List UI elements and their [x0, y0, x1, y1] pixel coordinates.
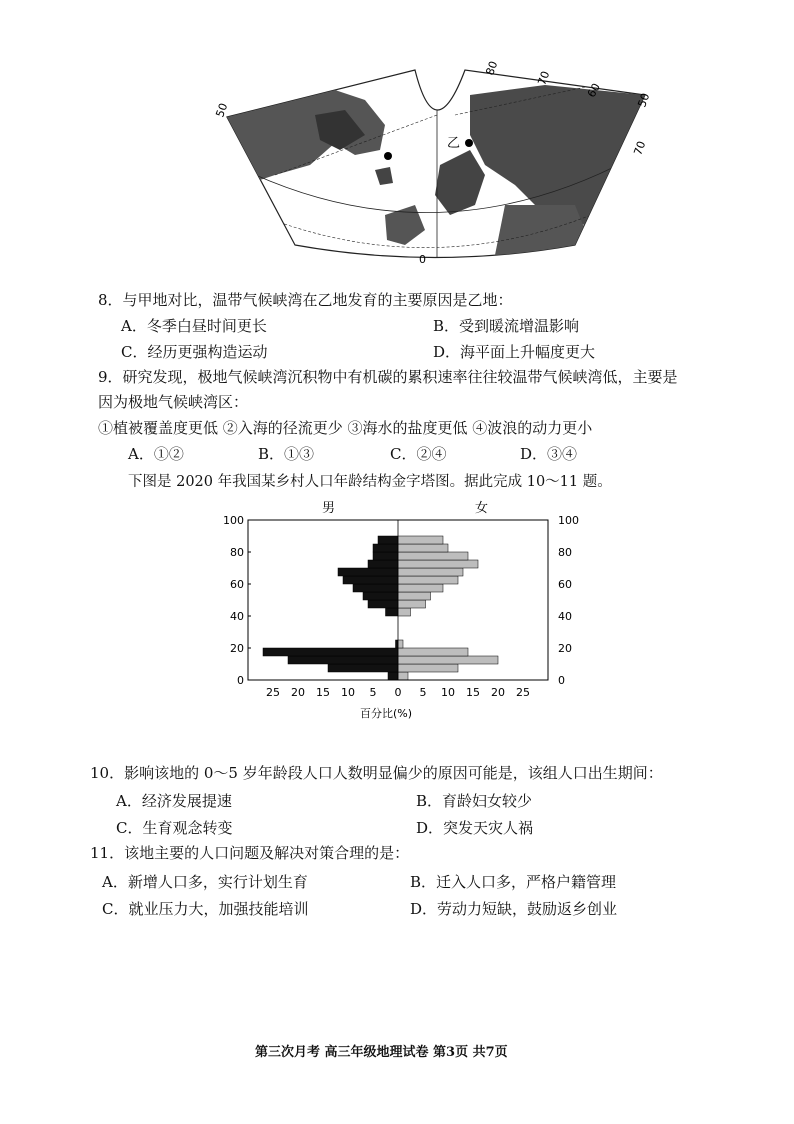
bar-female-60: [398, 576, 458, 584]
x-tick-5: 0: [394, 686, 402, 699]
x-tick-9: 20: [491, 686, 505, 699]
x-tick-7: 10: [441, 686, 455, 699]
bar-male-45: [368, 600, 398, 608]
bar-female-70: [398, 560, 478, 568]
bar-male-60: [343, 576, 398, 584]
bar-female-50: [398, 592, 431, 600]
x-tick-2: 15: [316, 686, 330, 699]
q9-option-d[interactable]: D．③④: [520, 445, 578, 463]
q8-option-b[interactable]: B．受到暖流增温影响: [433, 317, 580, 335]
bar-female-75: [398, 552, 468, 560]
label-lon-50-left: 50: [215, 101, 231, 120]
x-tick-10: 25: [516, 686, 530, 699]
label-yi: 乙: [447, 136, 461, 151]
q8-option-c[interactable]: C．经历更强构造运动: [121, 343, 268, 361]
label-lon-60: 60: [584, 81, 604, 100]
bar-female-40: [398, 608, 411, 616]
polar-map-svg: [215, 55, 655, 265]
header-male: 男: [322, 501, 336, 516]
page-footer: 第三次月考 高三年级地理试卷 第3页 共7页: [255, 1045, 508, 1060]
x-tick-8: 15: [466, 686, 480, 699]
bar-male-80: [373, 544, 398, 552]
x-tick-1: 20: [291, 686, 305, 699]
label-lon-80: 80: [483, 59, 501, 78]
q11-option-a[interactable]: A．新增人口多，实行计划生育: [102, 873, 308, 891]
x-tick-4: 5: [369, 686, 377, 699]
q9-stem-line2: 因为极地气候峡湾区：: [98, 393, 249, 411]
polar-map-figure: [215, 55, 655, 265]
bar-female-80: [398, 544, 448, 552]
label-lat-70: 70: [631, 139, 649, 158]
population-pyramid: [210, 500, 590, 725]
y-tick-left-100: 100: [223, 514, 244, 527]
q11-option-b[interactable]: B．迁入人口多，严格户籍管理: [410, 873, 617, 891]
q11-stem: 11．该地主要的人口问题及解决对策合理的是：: [90, 844, 410, 862]
y-tick-right-100: 100: [558, 514, 579, 527]
label-jia: 甲: [391, 163, 402, 176]
bar-male-85: [378, 536, 398, 544]
q11-option-d[interactable]: D．劳动力短缺，鼓励返乡创业: [410, 900, 618, 918]
x-tick-0: 25: [266, 686, 280, 699]
q8-option-a[interactable]: A．冬季白昼时间更长: [121, 317, 267, 335]
bar-female-10: [398, 656, 498, 664]
bar-female-55: [398, 584, 443, 592]
pyramid-svg: [210, 500, 590, 725]
bar-male-75: [373, 552, 398, 560]
y-tick-right-40: 40: [558, 610, 572, 623]
bar-female-15: [398, 648, 468, 656]
bar-male-55: [353, 584, 398, 592]
bar-female-65: [398, 568, 463, 576]
bar-male-50: [363, 592, 398, 600]
label-lon-50-right: 50: [635, 91, 653, 110]
x-tick-3: 10: [341, 686, 355, 699]
pyramid-intro: 下图是 2020 年我国某乡村人口年龄结构金字塔图。据此完成 10～11 题。: [128, 474, 612, 490]
bar-male-40: [386, 608, 399, 616]
y-tick-right-0: 0: [558, 674, 565, 687]
q8-option-d[interactable]: D．海平面上升幅度更大: [433, 343, 596, 361]
q9-stem-line1: 9．研究发现，极地气候峡湾沉积物中有机碳的累积速率往往较温带气候峡湾低，主要是: [98, 368, 678, 386]
q9-option-b[interactable]: B．①③: [258, 445, 315, 463]
q9-statements: ①植被覆盖度更低 ②入海的径流更少 ③海水的盐度更低 ④波浪的动力更小: [98, 419, 593, 437]
bar-female-0: [398, 672, 408, 680]
q8-stem: 8．与甲地对比，温带气候峡湾在乙地发育的主要原因是乙地：: [98, 291, 513, 309]
bar-male-65: [338, 568, 398, 576]
y-tick-right-80: 80: [558, 546, 572, 559]
y-tick-left-60: 60: [230, 578, 244, 591]
bar-female-5: [398, 664, 458, 672]
y-tick-right-60: 60: [558, 578, 572, 591]
q11-option-c[interactable]: C．就业压力大，加强技能培训: [102, 900, 309, 918]
point-jia: [384, 152, 392, 160]
label-lon-0: 0: [419, 253, 426, 265]
x-tick-6: 5: [419, 686, 427, 699]
bar-female-85: [398, 536, 443, 544]
q10-option-b[interactable]: B．育龄妇女较少: [416, 792, 533, 810]
header-female: 女: [475, 501, 489, 516]
bar-male-15: [263, 648, 398, 656]
bar-female-45: [398, 600, 426, 608]
q10-option-c[interactable]: C．生育观念转变: [116, 819, 233, 837]
q9-option-a[interactable]: A．①②: [128, 445, 184, 463]
bar-male-10: [288, 656, 398, 664]
q10-stem: 10．影响该地的 0～5 岁年龄段人口人数明显偏少的原因可能是，该组人口出生期间：: [90, 764, 663, 782]
bar-male-0: [388, 672, 398, 680]
y-tick-left-0: 0: [237, 674, 244, 687]
y-tick-left-20: 20: [230, 642, 244, 655]
bar-male-70: [368, 560, 398, 568]
y-tick-right-20: 20: [558, 642, 572, 655]
q10-option-a[interactable]: A．经济发展提速: [116, 792, 232, 810]
bar-female-20: [398, 640, 403, 648]
bar-male-5: [328, 664, 398, 672]
x-axis-label: 百分比(%): [360, 707, 413, 720]
point-yi: [465, 139, 473, 147]
q10-option-d[interactable]: D．突发天灾人祸: [416, 819, 534, 837]
y-tick-left-40: 40: [230, 610, 244, 623]
label-lon-70: 70: [535, 69, 553, 88]
q9-option-c[interactable]: C．②④: [390, 445, 447, 463]
y-tick-left-80: 80: [230, 546, 244, 559]
